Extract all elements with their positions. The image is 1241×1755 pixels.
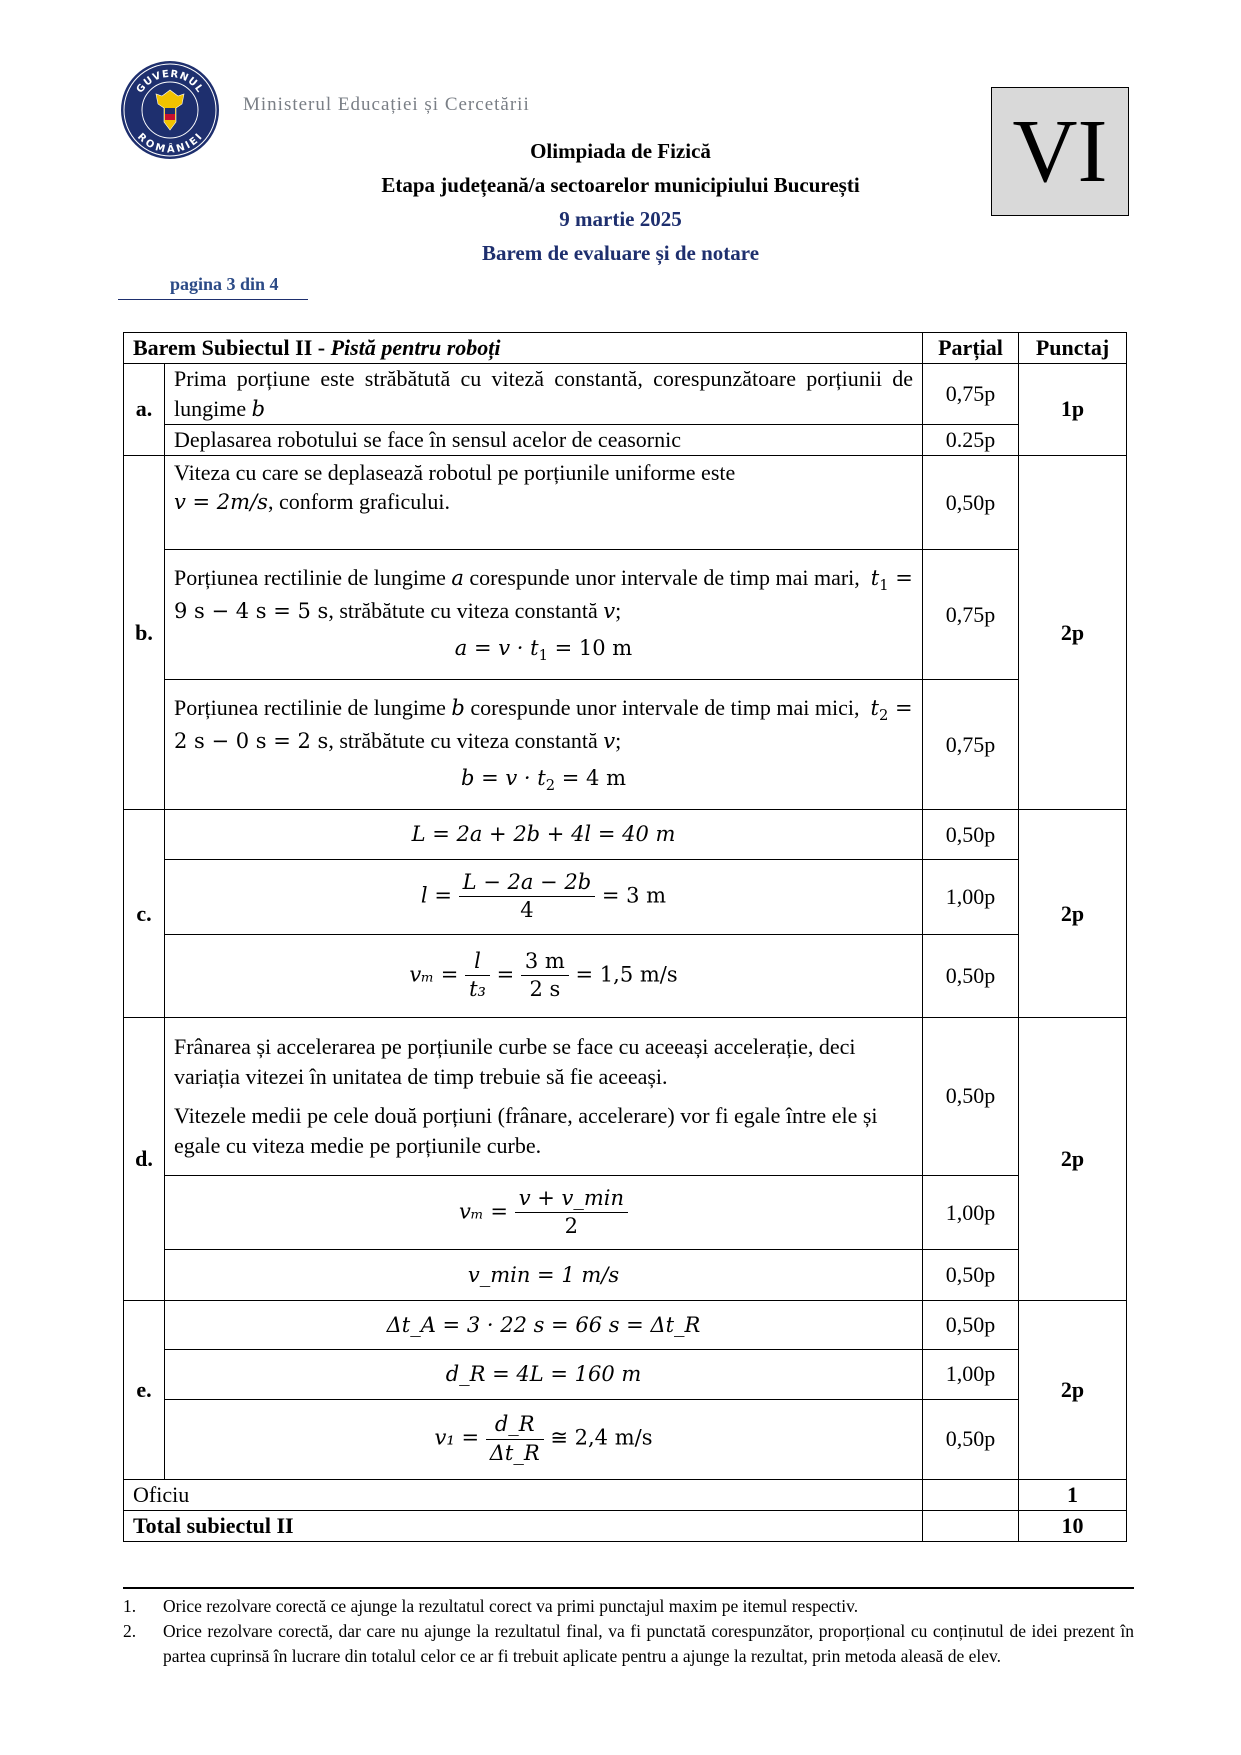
table-row	[124, 1399, 1127, 1480]
partial-score: 1,00p	[923, 1350, 1019, 1399]
subject-header: Barem Subiectul II - Pistă pentru roboți	[124, 333, 923, 364]
item-score-a: 1p	[1019, 363, 1127, 455]
table-row	[124, 935, 1127, 1018]
footnote-item: 2. Orice rezolvare corectă, dar care nu ajunge la rezultatul final, va fi punctată corespunzător, proporțional cu conținutul de idei prezent în partea cuprinsă în lucrare din totalul celor ce ar fi trebuit aplicate pentru a ajunge la rezultat, prin metoda aleasă de elev.	[123, 1621, 1134, 1666]
partial-header: Parțial	[923, 333, 1019, 364]
formula: L = 2a + 2b + 4l = 40 m	[165, 810, 923, 859]
document-type: Barem de evaluare și de notare	[481, 241, 760, 265]
partial-score: 0,75p	[923, 680, 1019, 810]
table-row	[124, 550, 1127, 680]
rubric-text: Frânarea și accelerarea pe porțiunile curbe se face cu aceeași accelerație, deci variația vitezei în unitatea de timp trebuie să fie aceeași. Vitezele medii pe cele două porțiuni (frânare, accelerare) vor fi egale între ele și egale cu viteza medie pe porțiunile curbe.	[165, 1017, 923, 1175]
partial-score: 0.25p	[923, 424, 1019, 455]
item-label-b: b.	[124, 455, 165, 810]
formula: v_min = 1 m/s	[165, 1250, 923, 1300]
partial-score: 0,50p	[923, 1300, 1019, 1349]
total-label: Total subiectul II	[124, 1510, 923, 1541]
oficiu-label: Oficiu	[124, 1480, 923, 1511]
table-row	[124, 1250, 1127, 1300]
rubric-text: Viteza cu care se deplasează robotul pe porțiunile uniforme este v = 2m/s, conform graficului.	[165, 455, 923, 550]
table-row	[124, 455, 1127, 550]
partial-score: 0,50p	[923, 455, 1019, 550]
rubric-text: Prima porțiune este străbătută cu viteză constantă, corespunzătoare porțiunii de lungime b	[165, 363, 923, 424]
table-row	[124, 424, 1127, 455]
table-row	[124, 1175, 1127, 1250]
footnote-item: 1. Orice rezolvare corectă ce ajunge la rezultatul corect va primi punctajul maxim pe itemul respectiv.	[123, 1596, 859, 1616]
item-score-c: 2p	[1019, 810, 1127, 1018]
formula: d_R = 4L = 160 m	[165, 1350, 923, 1399]
stage-title: Etapa județeană/a sectoarelor municipiului București	[381, 173, 860, 197]
partial-score: 1,00p	[923, 859, 1019, 935]
partial-score: 0,75p	[923, 550, 1019, 680]
ministry-name: Ministerul Educației și Cercetării	[243, 94, 530, 115]
score-header: Punctaj	[1019, 333, 1127, 364]
total-score: 10	[1019, 1510, 1127, 1541]
table-row	[124, 363, 1127, 424]
svg-text:ROMÂNIEI: ROMÂNIEI	[135, 131, 206, 156]
partial-score: 0,50p	[923, 1399, 1019, 1480]
total-row	[124, 1510, 1127, 1541]
rubric-text: Porțiunea rectilinie de lungime b corespunde unor intervale de timp mai mici, $t_2 = 2$ s − 0 s = 2 s, străbătute cu viteza constantă v; $b = v \cdot t_2 = 4$ m	[165, 680, 923, 810]
formula: vₘ = $\frac{v + v\_\min}{2}$	[165, 1175, 923, 1250]
formula: v = 2m/s	[174, 490, 268, 515]
item-score-e: 2p	[1019, 1300, 1127, 1479]
partial-score: 0,50p	[923, 935, 1019, 1018]
olympiad-title: Olimpiada de Fizică	[530, 139, 711, 163]
page-indicator	[118, 271, 308, 300]
item-label-d: d.	[124, 1017, 165, 1300]
formula: v₁ = $\frac{d\_R}{\Delta t\_R}$ ≅ 2,4 m/s	[165, 1399, 923, 1480]
subject-title: Pistă pentru roboți	[330, 335, 501, 361]
oficiu-row	[124, 1480, 1127, 1511]
partial-score: 0,50p	[923, 810, 1019, 859]
table-row	[124, 1350, 1127, 1399]
footnote-divider	[123, 1587, 1134, 1589]
partial-score: 0,75p	[923, 363, 1019, 424]
table-row	[124, 859, 1127, 935]
exam-date: 9 martie 2025	[559, 207, 682, 231]
formula: Δt_A = 3 · 22 s = 66 s = Δt_R	[165, 1300, 923, 1349]
item-score-b: 2p	[1019, 455, 1127, 810]
table-row	[124, 680, 1127, 810]
empty-cell	[923, 1480, 1019, 1511]
partial-score: 1,00p	[923, 1175, 1019, 1250]
formula: vₘ = $\frac{l}{\text{t₃}}$ = $\frac{3 m}{2 s}$ = 1,5 m/s	[165, 935, 923, 1018]
item-label-c: c.	[124, 810, 165, 1018]
table-header-row	[124, 333, 1127, 364]
empty-cell	[923, 1510, 1019, 1541]
grade-box: VI	[991, 87, 1129, 216]
rubric-table	[123, 332, 1127, 1542]
item-score-d: 2p	[1019, 1017, 1127, 1300]
rubric-text: Deplasarea robotului se face în sensul acelor de ceasornic	[165, 424, 923, 455]
formula: l = $\frac{L - 2a - 2b}{4}$ = 3 m	[165, 859, 923, 935]
table-row	[124, 1300, 1127, 1349]
svg-text:GUVERNUL: GUVERNUL	[134, 68, 206, 96]
partial-score: 0,50p	[923, 1017, 1019, 1175]
item-label-a: a.	[124, 363, 165, 455]
rubric-text: Porțiunea rectilinie de lungime a corespunde unor intervale de timp mai mari, $t_1 = 9$ s − 4 s = 5 s, străbătute cu viteza constantă v; $a = v \cdot t_1 = 10$ m	[165, 550, 923, 680]
item-label-e: e.	[124, 1300, 165, 1479]
table-row	[124, 1017, 1127, 1175]
table-row	[124, 810, 1127, 859]
page-number: pagina 3 din 4	[170, 274, 279, 294]
footnotes	[123, 1594, 1134, 1669]
partial-score: 0,50p	[923, 1250, 1019, 1300]
oficiu-score: 1	[1019, 1480, 1127, 1511]
